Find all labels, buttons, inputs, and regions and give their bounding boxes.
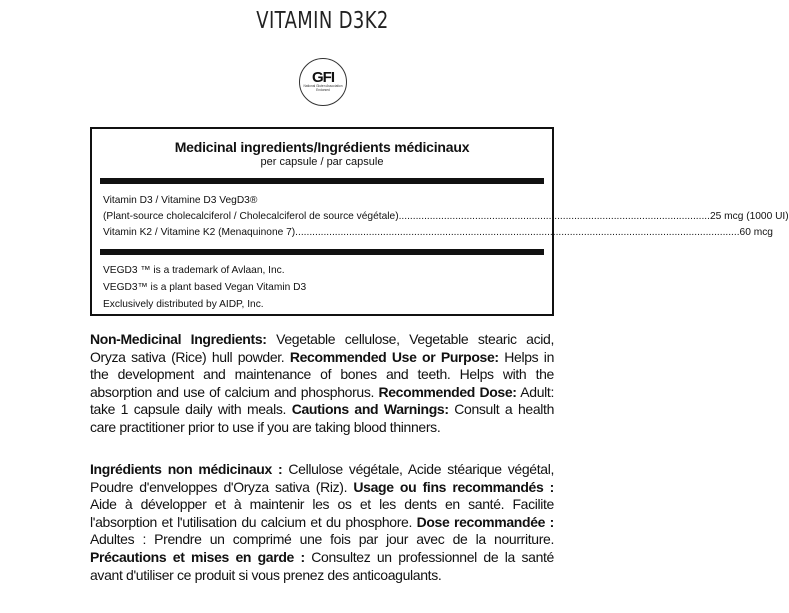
ingredient-name: Vitamin K2 / Vitamine K2 (Menaquinone 7) <box>103 227 296 238</box>
distributor-note: Exclusively distributed by AIDP, Inc. <box>103 299 264 310</box>
leader-dots: .............................................................................................................. <box>398 211 710 222</box>
trademark-note: VEGD3 ™ is a trademark of Avlaan, Inc. <box>103 265 285 276</box>
dose-label: Recommended Dose: <box>378 383 517 400</box>
dose-text-fr: Adultes : Prendre un comprimé une fois par jour avec de la nourriture. <box>90 531 554 548</box>
nmi-label-fr: Ingrédients non médicinaux : <box>90 461 283 477</box>
ingredient-amount: 25 mcg (1000 UI) <box>709 211 789 222</box>
use-text-fr: Aide à développer et à maintenir les os et les dents en santé. Facilite l'absorption et l'utilisation du calcium et du phosphore. <box>90 496 554 530</box>
dose-label-fr: Dose recommandée : <box>416 513 554 530</box>
logo-mark: GFI <box>312 69 334 87</box>
ingredient-line-d3 <box>103 209 789 225</box>
divider-rule <box>100 178 544 184</box>
ingredient-line-k2 <box>103 225 773 241</box>
medicinal-ingredients-panel <box>90 127 789 316</box>
page-title: VITAMIN D3K2 <box>256 8 389 34</box>
panel-subtitle: per capsule / par capsule <box>260 156 384 168</box>
nmi-label: Non-Medicinal Ingredients: <box>90 331 267 347</box>
warnings-label: Cautions and Warnings: <box>291 401 449 418</box>
use-text: Helps in the development and maintenance of bones and teeth. Helps with the absorption and use of calcium and phosphorus. <box>90 348 555 400</box>
use-label-fr: Usage ou fins recommandés : <box>353 478 554 495</box>
ingredient-name: (Plant-source cholecalciferol / Cholecalciferol de source végétale) <box>103 211 399 222</box>
warnings-text-fr: Consultez un professionnel de la santé avant d'utiliser ce produit si vous prenez des anticoagulants. <box>90 548 554 583</box>
panel-title: Medicinal ingredients/Ingrédients médicinaux <box>174 139 470 155</box>
nmi-text: Vegetable cellulose, Vegetable stearic acid, Oryza sativa (Rice) hull powder. <box>90 331 555 365</box>
ingredient-amount: 60 mcg <box>739 227 773 238</box>
gluten-free-certification-logo <box>299 58 347 106</box>
leader-dots: ............................................................................................................................................................. <box>295 227 740 238</box>
use-label: Recommended Use or Purpose: <box>289 348 499 365</box>
trademark-note: VEGD3™ is a plant based Vegan Vitamin D3 <box>103 282 307 293</box>
logo-subtitle: National Gluten Association Endorsed <box>303 84 343 92</box>
english-label-text <box>90 331 554 437</box>
warnings-text: Consult a health care practitioner prior to use if you are taking blood thinners. <box>90 401 555 435</box>
nmi-text-fr: Cellulose végétale, Acide stéarique végétal, Poudre d'enveloppes d'Oryza sativa (Riz). <box>90 461 555 495</box>
divider-rule <box>100 249 544 255</box>
ingredient-line: Vitamin D3 / Vitamine D3 VegD3® <box>103 195 258 206</box>
dose-text: Adult: take 1 capsule daily with meals. <box>90 383 555 418</box>
warnings-label-fr: Précautions et mises en garde : <box>90 548 305 565</box>
french-label-text <box>90 461 554 584</box>
